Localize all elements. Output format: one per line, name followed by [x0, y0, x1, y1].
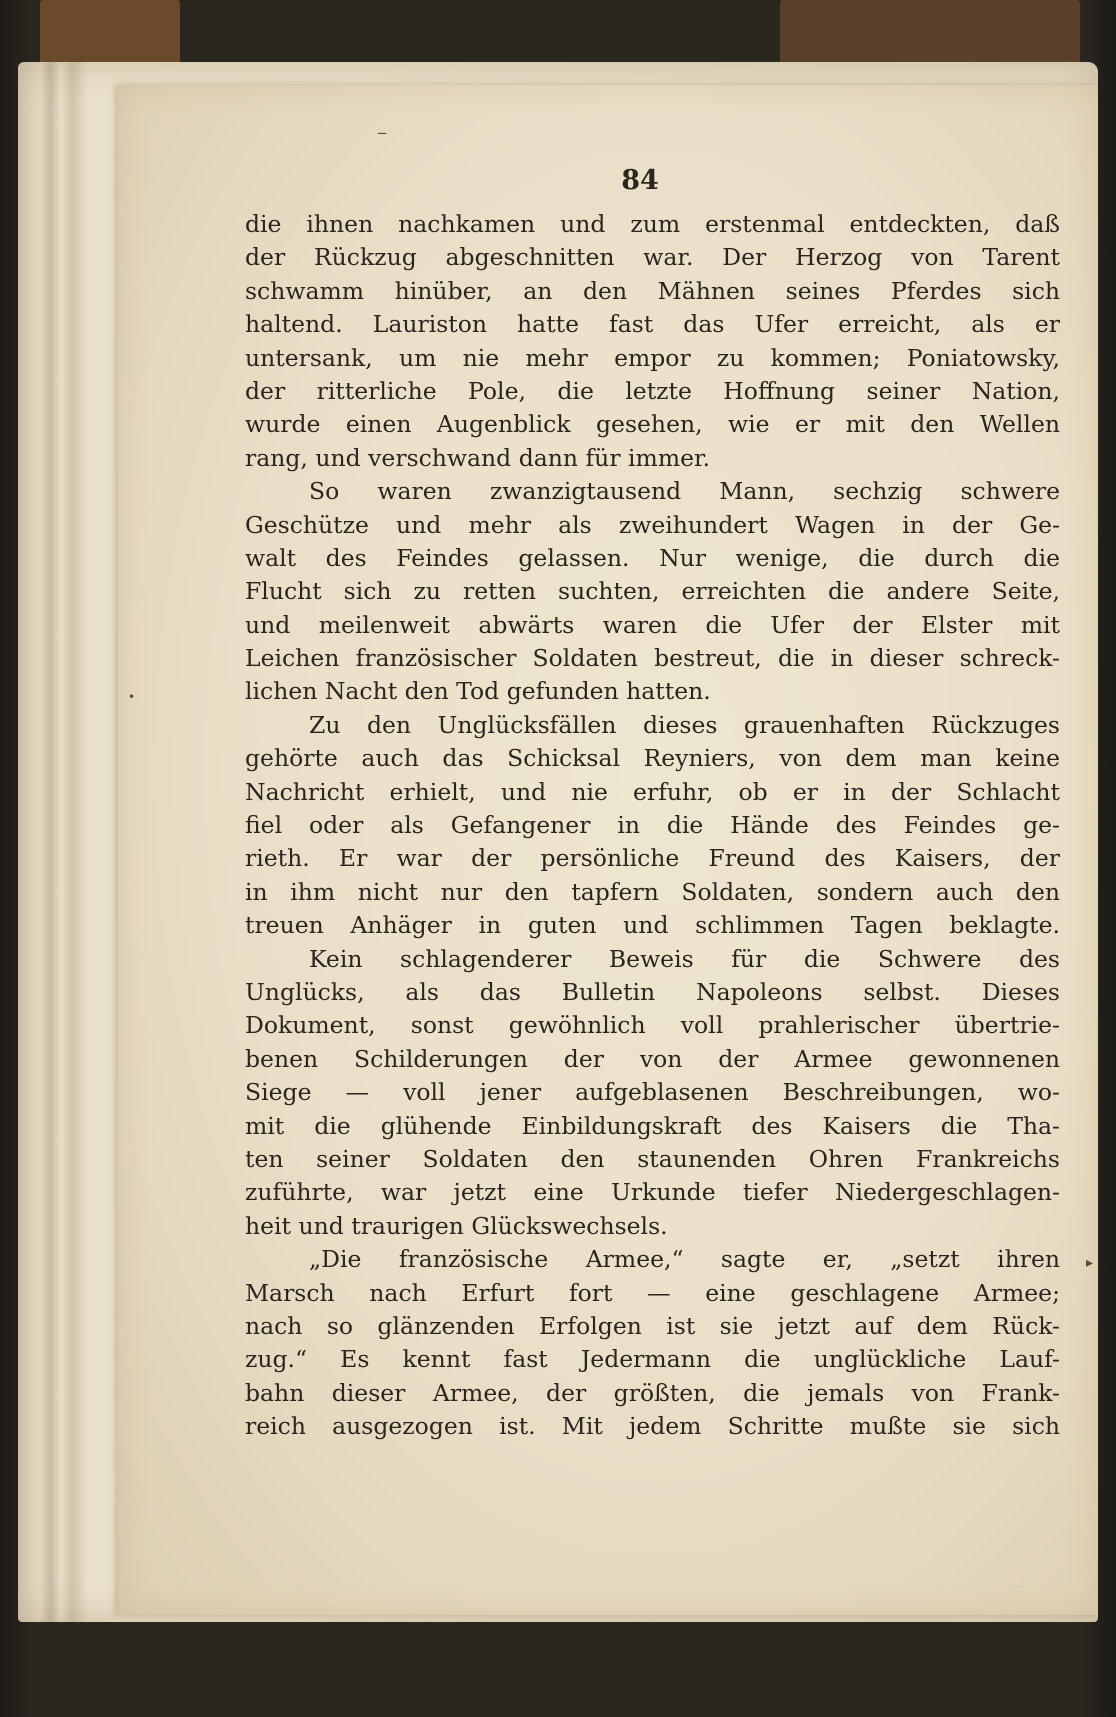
text-line: Marsch nach Erfurt fort — eine geschlagene Armee; — [245, 1278, 1060, 1307]
text-line: der Rückzug abgeschnitten war. Der Herzog von Tarent — [245, 243, 1060, 272]
text-line: bahn dieser Armee, der größten, die jemals von Frank- — [245, 1378, 1060, 1407]
margin-dot: • — [128, 690, 136, 704]
text-line: zuführte, war jetzt eine Urkunde tiefer Niedergeschlagen- — [245, 1178, 1060, 1207]
text-line: die ihnen nachkamen und zum erstenmal entdeckten, daß — [245, 210, 1060, 238]
text-line: walt des Feindes gelassen. Nur wenige, die durch die — [245, 543, 1060, 572]
text-line: „Die französische Armee,“ sagte er, „setzt ihren — [309, 1245, 1060, 1274]
text-line: Zu den Unglücksfällen dieses grauenhaften Rückzuges — [309, 710, 1060, 739]
text-line: nach so glänzenden Erfolgen ist sie jetzt auf dem Rück- — [245, 1311, 1060, 1340]
text-line: Dokument, sonst gewöhnlich voll prahlerischer übertrie- — [245, 1011, 1060, 1040]
text-line: So waren zwanzigtausend Mann, sechzig schwere — [309, 477, 1060, 506]
text-line: gehörte auch das Schicksal Reyniers, von dem man keine — [245, 744, 1060, 773]
text-line: Siege — voll jener aufgeblasenen Beschreibungen, wo- — [245, 1078, 1060, 1107]
text-line: lichen Nacht den Tod gefunden hatten. — [245, 677, 711, 706]
body-text — [245, 208, 1060, 1443]
text-line: rieth. Er war der persönliche Freund des Kaisers, der — [245, 844, 1060, 873]
text-line: haltend. Lauriston hatte fast das Ufer erreicht, als er — [245, 310, 1060, 339]
margin-dash: ‾ — [378, 130, 386, 149]
text-line: untersank, um nie mehr empor zu kommen; Poniatowsky, — [245, 343, 1060, 372]
text-line: Geschütze und mehr als zweihundert Wagen in der Ge- — [245, 510, 1060, 539]
page-number: 84 — [621, 165, 659, 196]
text-line: heit und traurigen Glückswechsels. — [245, 1211, 668, 1240]
text-line: der ritterliche Pole, die letzte Hoffnung seiner Nation, — [245, 376, 1060, 405]
text-line: Kein schlagenderer Beweis für die Schwere des — [309, 944, 1060, 973]
text-line: Nachricht erhielt, und nie erfuhr, ob er in der Schlacht — [245, 777, 1060, 806]
text-line: fiel oder als Gefangener in die Hände des Feindes ge- — [245, 811, 1060, 840]
binding-tab-left — [40, 0, 180, 64]
text-line: treuen Anhäger in guten und schlimmen Tagen beklagte. — [245, 911, 1060, 940]
text-line: Flucht sich zu retten suchten, erreichten die andere Seite, — [245, 577, 1060, 606]
text-line: mit die glühende Einbildungskraft des Kaisers die Tha- — [245, 1111, 1060, 1140]
text-line: wurde einen Augenblick gesehen, wie er mit den Wellen — [245, 410, 1060, 439]
text-line: ten seiner Soldaten den staunenden Ohren Frankreichs — [245, 1144, 1060, 1173]
text-line: zug.“ Es kennt fast Jedermann die unglückliche Lauf- — [245, 1345, 1060, 1374]
text-line: in ihm nicht nur den tapfern Soldaten, sondern auch den — [245, 877, 1060, 906]
margin-arrow-right: ▸ — [1086, 1255, 1094, 1271]
text-line: benen Schilderungen der von der Armee gewonnenen — [245, 1044, 1060, 1073]
text-line: und meilenweit abwärts waren die Ufer der Elster mit — [245, 610, 1060, 639]
text-line: reich ausgezogen ist. Mit jedem Schritte mußte sie sich — [245, 1412, 1060, 1441]
text-line: Leichen französischer Soldaten bestreut, die in dieser schreck- — [245, 644, 1060, 673]
text-line: rang, und verschwand dann für immer. — [245, 443, 711, 472]
text-line: Unglücks, als das Bulletin Napoleons selbst. Dieses — [245, 977, 1060, 1006]
binding-tab-right — [780, 0, 1080, 64]
text-line: schwamm hinüber, an den Mähnen seines Pferdes sich — [245, 276, 1060, 305]
